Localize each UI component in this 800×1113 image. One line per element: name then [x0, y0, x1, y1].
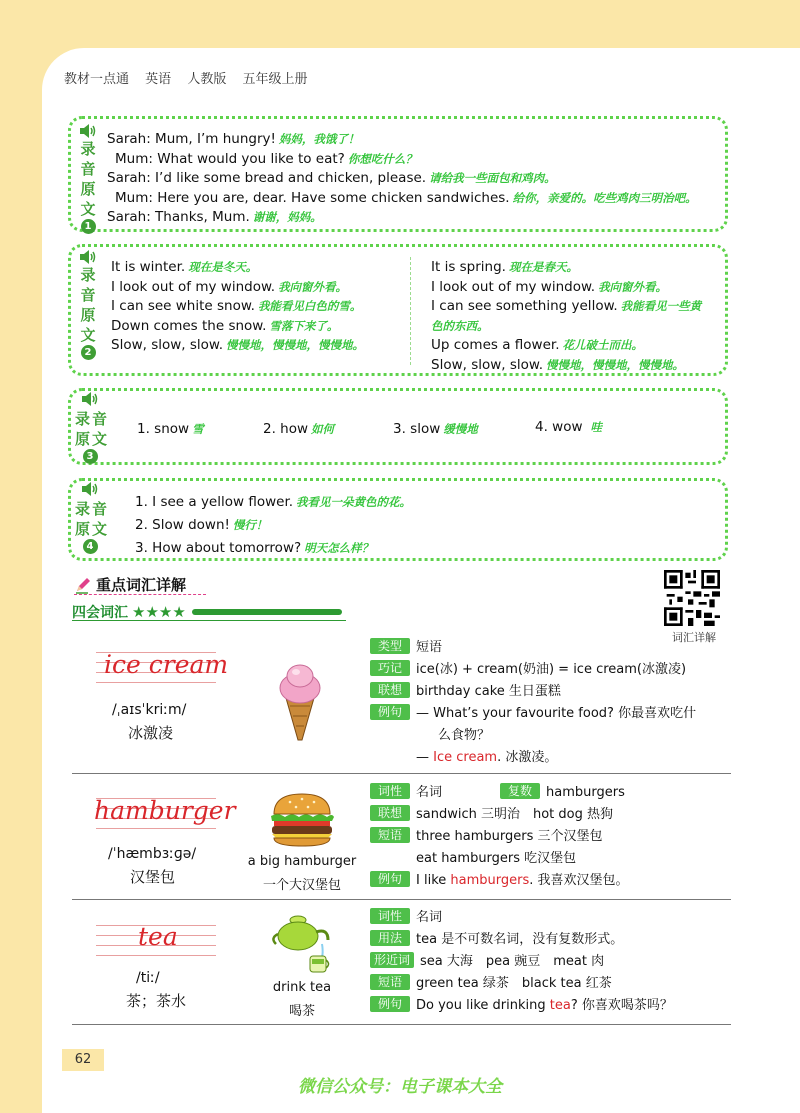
label-char: 原: [75, 430, 91, 448]
label-char: 音: [92, 410, 108, 428]
word-item: 3. slow 缓慢地: [393, 421, 478, 437]
image-caption-cn: 喝茶: [288, 1004, 315, 1019]
recording-label-1: [75, 123, 101, 234]
info-row: 例句 — What’s your favourite food? 你最喜欢吃什: [370, 702, 696, 721]
hamburger-illustration: [268, 792, 336, 848]
dialogue-line: Sarah: I’d like some bread and chicken, please. 请给我一些面包和鸡肉。: [107, 170, 556, 186]
info-row: 类型 短语: [370, 636, 442, 655]
label-char: 原: [80, 306, 96, 324]
tag-usage: 用法: [370, 930, 410, 946]
tag-example: 例句: [370, 871, 410, 887]
label-char: 录: [80, 266, 96, 284]
poem-line: Slow, slow, slow. 慢慢地，慢慢地，慢慢地。: [111, 337, 365, 353]
label-grid: [75, 409, 108, 449]
title-underline: [74, 594, 206, 595]
poem-line: I can see white snow. 我能看见白色的雪。: [111, 298, 362, 314]
entry-divider: [72, 773, 731, 774]
poem-line: Slow, slow, slow. 慢慢地，慢慢地，慢慢地。: [431, 356, 685, 373]
poem-line: I look out of my window. 我向窗外看。: [431, 278, 668, 295]
word-item: 1. snow 雪: [137, 421, 204, 437]
label-grid: [75, 499, 108, 539]
info-row: — Ice cream. 冰激凌。: [416, 750, 558, 765]
page-number: 62: [62, 1049, 104, 1071]
header-subject: 英语: [145, 72, 172, 87]
info-row: 联想 sandwich 三明治 hot dog 热狗: [370, 803, 613, 822]
tag-memory: 巧记: [370, 660, 410, 676]
label-char: 原: [80, 180, 96, 198]
info-row: 短语 three hamburgers 三个汉堡包: [370, 825, 603, 844]
info-row: 短语 green tea 绿茶 black tea 红茶: [370, 972, 612, 991]
header-edition: 人教版: [187, 72, 227, 87]
tag-association: 联想: [370, 682, 410, 698]
info-row: 形近词 sea 大海 pea 豌豆 meat 肉: [370, 950, 604, 969]
dialogue-line: Mum: Here you are, dear. Have some chicken sandwiches. 给你，亲爱的。吃些鸡肉三明治吧。: [115, 189, 697, 206]
recording-label-2: [75, 249, 101, 360]
label-char: 音: [80, 286, 96, 304]
sentence-line: 3. How about tomorrow? 明天怎么样？: [135, 540, 374, 556]
label-char: 音: [92, 500, 108, 518]
header-book: 教材一点通: [64, 72, 130, 87]
poem-line: I can see something yellow. 我能看见一些黄: [431, 298, 702, 314]
vocab-phonetic: /ˈhæmbɜːɡə/: [108, 846, 197, 862]
subsection-title: [72, 602, 342, 622]
dialogue-line: Sarah: Thanks, Mum. 谢谢，妈妈。: [107, 209, 322, 225]
title-bar: [192, 609, 342, 615]
vocab-word: hamburger: [94, 796, 236, 825]
poem-line: 色的东西。: [431, 318, 489, 333]
label-char: 文: [92, 520, 108, 538]
vocab-word: tea: [138, 922, 178, 951]
info-row: 词性 名词: [370, 906, 442, 925]
poem-line: I look out of my window. 我向窗外看。: [111, 278, 348, 295]
info-row: 例句 Do you like drinking tea? 你喜欢喝茶吗？: [370, 994, 673, 1013]
info-row: 联想 birthday cake 生日蛋糕: [370, 680, 561, 699]
header-grade: 五年级上册: [242, 72, 308, 87]
recording-number: 2: [81, 345, 96, 360]
sentence-lines: [135, 491, 411, 560]
speaker-icon: [79, 123, 97, 139]
info-row: eat hamburgers 吃汉堡包: [416, 851, 577, 866]
book-header: [64, 68, 319, 87]
page-band-left: [0, 0, 42, 1113]
tag-type: 类型: [370, 638, 410, 654]
subtitle-underline: [72, 620, 346, 621]
footer-watermark: 微信公众号：电子课本大全: [298, 1077, 502, 1097]
speaker-icon: [81, 391, 99, 407]
image-caption-en: drink tea: [272, 980, 332, 995]
star-rating: ★★★★: [132, 603, 186, 621]
label-char: 文: [80, 200, 96, 218]
word-item: 2. how 如何: [263, 421, 335, 437]
label-char: 文: [80, 326, 96, 344]
recording-box-2: [68, 244, 728, 376]
poem-left: [111, 256, 364, 354]
tag-phrase: 短语: [370, 974, 410, 990]
dialogue-line: Mum: What would you like to eat? 你想吃什么？: [115, 150, 417, 167]
poem-right: [431, 256, 701, 373]
entry-divider: [72, 899, 731, 900]
subsection-title-text: 四会词汇: [72, 605, 128, 621]
image-caption-cn: 一个大汉堡包: [262, 878, 341, 893]
recording-box-3: [68, 388, 728, 465]
qr-code-icon[interactable]: [664, 570, 720, 626]
tag-association: 联想: [370, 805, 410, 821]
word-item: 4. wow 哇: [535, 419, 603, 435]
tag-phrase: 短语: [370, 827, 410, 843]
label-char: 录: [75, 410, 91, 428]
poem-line: It is winter. 现在是冬天。: [111, 259, 258, 275]
poem-divider: [410, 257, 411, 365]
label-char: 原: [75, 520, 91, 538]
recording-number: 4: [83, 539, 98, 554]
qr-caption: 词汇详解: [672, 631, 716, 644]
vocab-meaning: 冰激凌: [128, 724, 174, 742]
vocab-meaning: 汉堡包: [130, 868, 176, 886]
sentence-line: 2. Slow down! 慢行！: [135, 517, 268, 533]
info-row: 词性 名词 复数 hamburgers: [370, 781, 625, 800]
dialogue-line: Sarah: Mum, I’m hungry! 妈妈，我饿了！: [107, 131, 360, 147]
tag-example: 例句: [370, 704, 410, 720]
speaker-icon: [79, 249, 97, 265]
poem-line: Down comes the snow. 雪落下来了。: [111, 317, 339, 334]
tag-example: 例句: [370, 996, 410, 1012]
dialogue-lines: [107, 128, 697, 226]
poem-line: Up comes a flower. 花儿破土而出。: [431, 337, 643, 353]
vocab-meaning: 茶；茶水: [126, 992, 187, 1010]
pencil-icon: [74, 576, 92, 594]
speaker-icon: [81, 481, 99, 497]
info-row: 用法 tea 是不可数名词，没有复数形式。: [370, 928, 623, 947]
vocab-phonetic: /tiː/: [136, 970, 160, 986]
poem-line: It is spring. 现在是春天。: [431, 259, 578, 275]
recording-number: 1: [81, 219, 96, 234]
ice-cream-illustration: [278, 662, 322, 742]
label-char: 录: [80, 140, 96, 158]
entry-divider: [72, 1024, 731, 1025]
image-caption-en: a big hamburger: [247, 854, 357, 869]
info-row: 么食物？: [438, 728, 491, 743]
vocab-word: ice cream: [104, 650, 229, 679]
recording-label-4: [75, 481, 108, 554]
tag-part-of-speech: 词性: [370, 908, 410, 924]
recording-box-4: [68, 478, 728, 561]
info-row: 巧记 ice(冰) + cream(奶油) = ice cream(冰激凌): [370, 658, 686, 677]
info-row: 例句 I like hamburgers. 我喜欢汉堡包。: [370, 869, 629, 888]
recording-box-1: [68, 116, 728, 232]
section-title: [74, 574, 186, 595]
label-char: 文: [92, 430, 108, 448]
section-title-text: 重点词汇详解: [96, 576, 187, 594]
sentence-line: 1. I see a yellow flower. 我看见一朵黄色的花。: [135, 494, 412, 510]
tag-plural: 复数: [500, 783, 540, 799]
teapot-illustration: [272, 910, 332, 974]
label-char: 录: [75, 500, 91, 518]
label-char: 音: [80, 160, 96, 178]
tag-similar-words: 形近词: [370, 952, 414, 968]
tag-part-of-speech: 词性: [370, 783, 410, 799]
recording-label-3: [75, 391, 108, 464]
vocab-phonetic: /ˌaɪsˈkriːm/: [112, 702, 187, 718]
recording-number: 3: [83, 449, 98, 464]
